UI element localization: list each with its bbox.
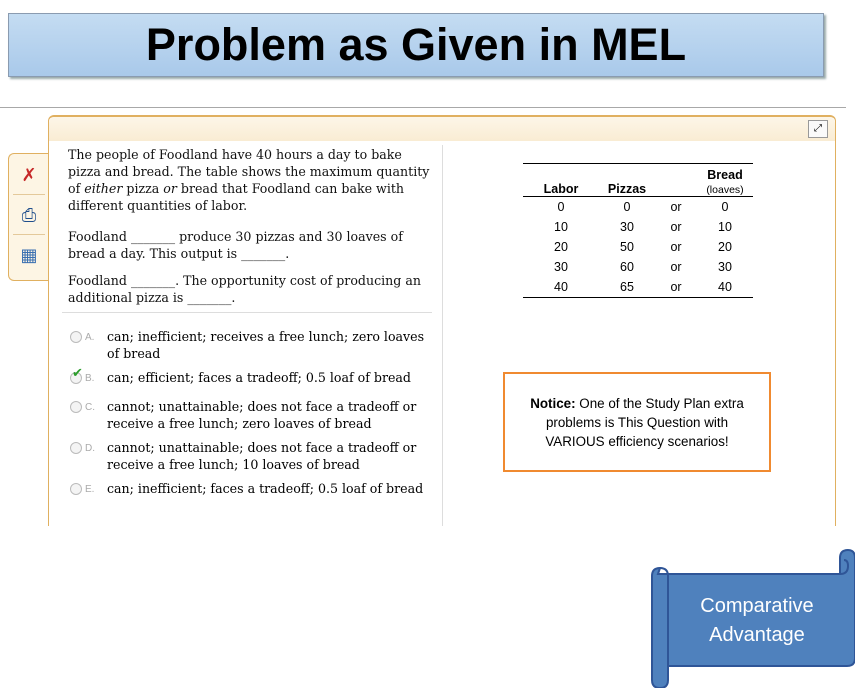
title-banner	[8, 13, 824, 77]
toolbar-separator	[13, 234, 45, 235]
header-pizzas: Pizzas	[599, 164, 655, 197]
header-or	[655, 164, 697, 197]
option-text: cannot; unattainable; does not face a tradeoff or receive a free lunch; 10 loaves of bread	[107, 440, 417, 472]
expand-icon[interactable]: ⤢	[808, 120, 828, 138]
table-row: 0 0 or 0	[557, 200, 729, 214]
option-letter: B.	[85, 373, 95, 384]
radio-button[interactable]	[70, 331, 82, 343]
option-text: can; efficient; faces a tradeoff; 0.5 loaf of bread	[107, 370, 411, 385]
table-row: 10 30 or 10	[554, 220, 732, 234]
checkmark-icon: ✔	[72, 366, 83, 381]
calculator-icon[interactable]: ▦	[20, 245, 38, 266]
panel-divider	[442, 145, 443, 526]
notice-box	[503, 372, 771, 472]
toolbar-separator	[13, 194, 45, 195]
option-text: can; inefficient; faces a tradeoff; 0.5 loaf of bread	[107, 481, 424, 496]
question-separator	[62, 312, 432, 313]
table-row: 30 60 or 30	[554, 260, 732, 274]
scroll-banner-label: Comparative Advantage	[700, 595, 814, 646]
question-intro: The people of Foodland have 40 hours a day to bake pizza and bread. The table shows the maximum quantity of either pizza or bread that Foodland can bake with different quantities of labor.	[68, 147, 430, 213]
table-row: 40 65 or 40	[523, 277, 753, 298]
option-letter: D.	[85, 443, 95, 454]
notice-text: One of the Study Plan extra problems is This Question with VARIOUS efficiency scenarios!	[545, 395, 744, 449]
notice-label: Notice:	[530, 395, 576, 411]
option-text: cannot; unattainable; does not face a tradeoff or receive a free lunch; zero loaves of bread	[107, 399, 417, 431]
header-bread: Bread (loaves)	[697, 164, 753, 197]
radio-button[interactable]	[70, 442, 82, 454]
radio-button[interactable]	[70, 483, 82, 495]
print-icon[interactable]: ⎙	[21, 205, 37, 226]
question-part-2: Foodland _______. The opportunity cost of producing an additional pizza is _______.	[68, 273, 421, 305]
header-labor: Labor	[523, 164, 599, 197]
question-toolbar	[8, 153, 49, 281]
delete-x-icon[interactable]: ✗	[21, 165, 37, 186]
radio-button[interactable]	[70, 401, 82, 413]
table-header-row	[523, 164, 753, 197]
option-letter: C.	[85, 402, 95, 413]
table-row: 20 50 or 20	[554, 240, 732, 254]
question-part-1: Foodland _______ produce 30 pizzas and 30 loaves of bread a day. This output is _______.	[68, 229, 403, 261]
page-title: Problem as Given in MEL	[145, 19, 687, 70]
production-table	[523, 163, 753, 298]
option-letter: A.	[85, 332, 95, 343]
panel-header	[49, 117, 835, 141]
option-text: can; inefficient; receives a free lunch; zero loaves of bread	[107, 329, 425, 361]
option-letter: E.	[85, 484, 95, 495]
divider-line	[0, 107, 846, 108]
